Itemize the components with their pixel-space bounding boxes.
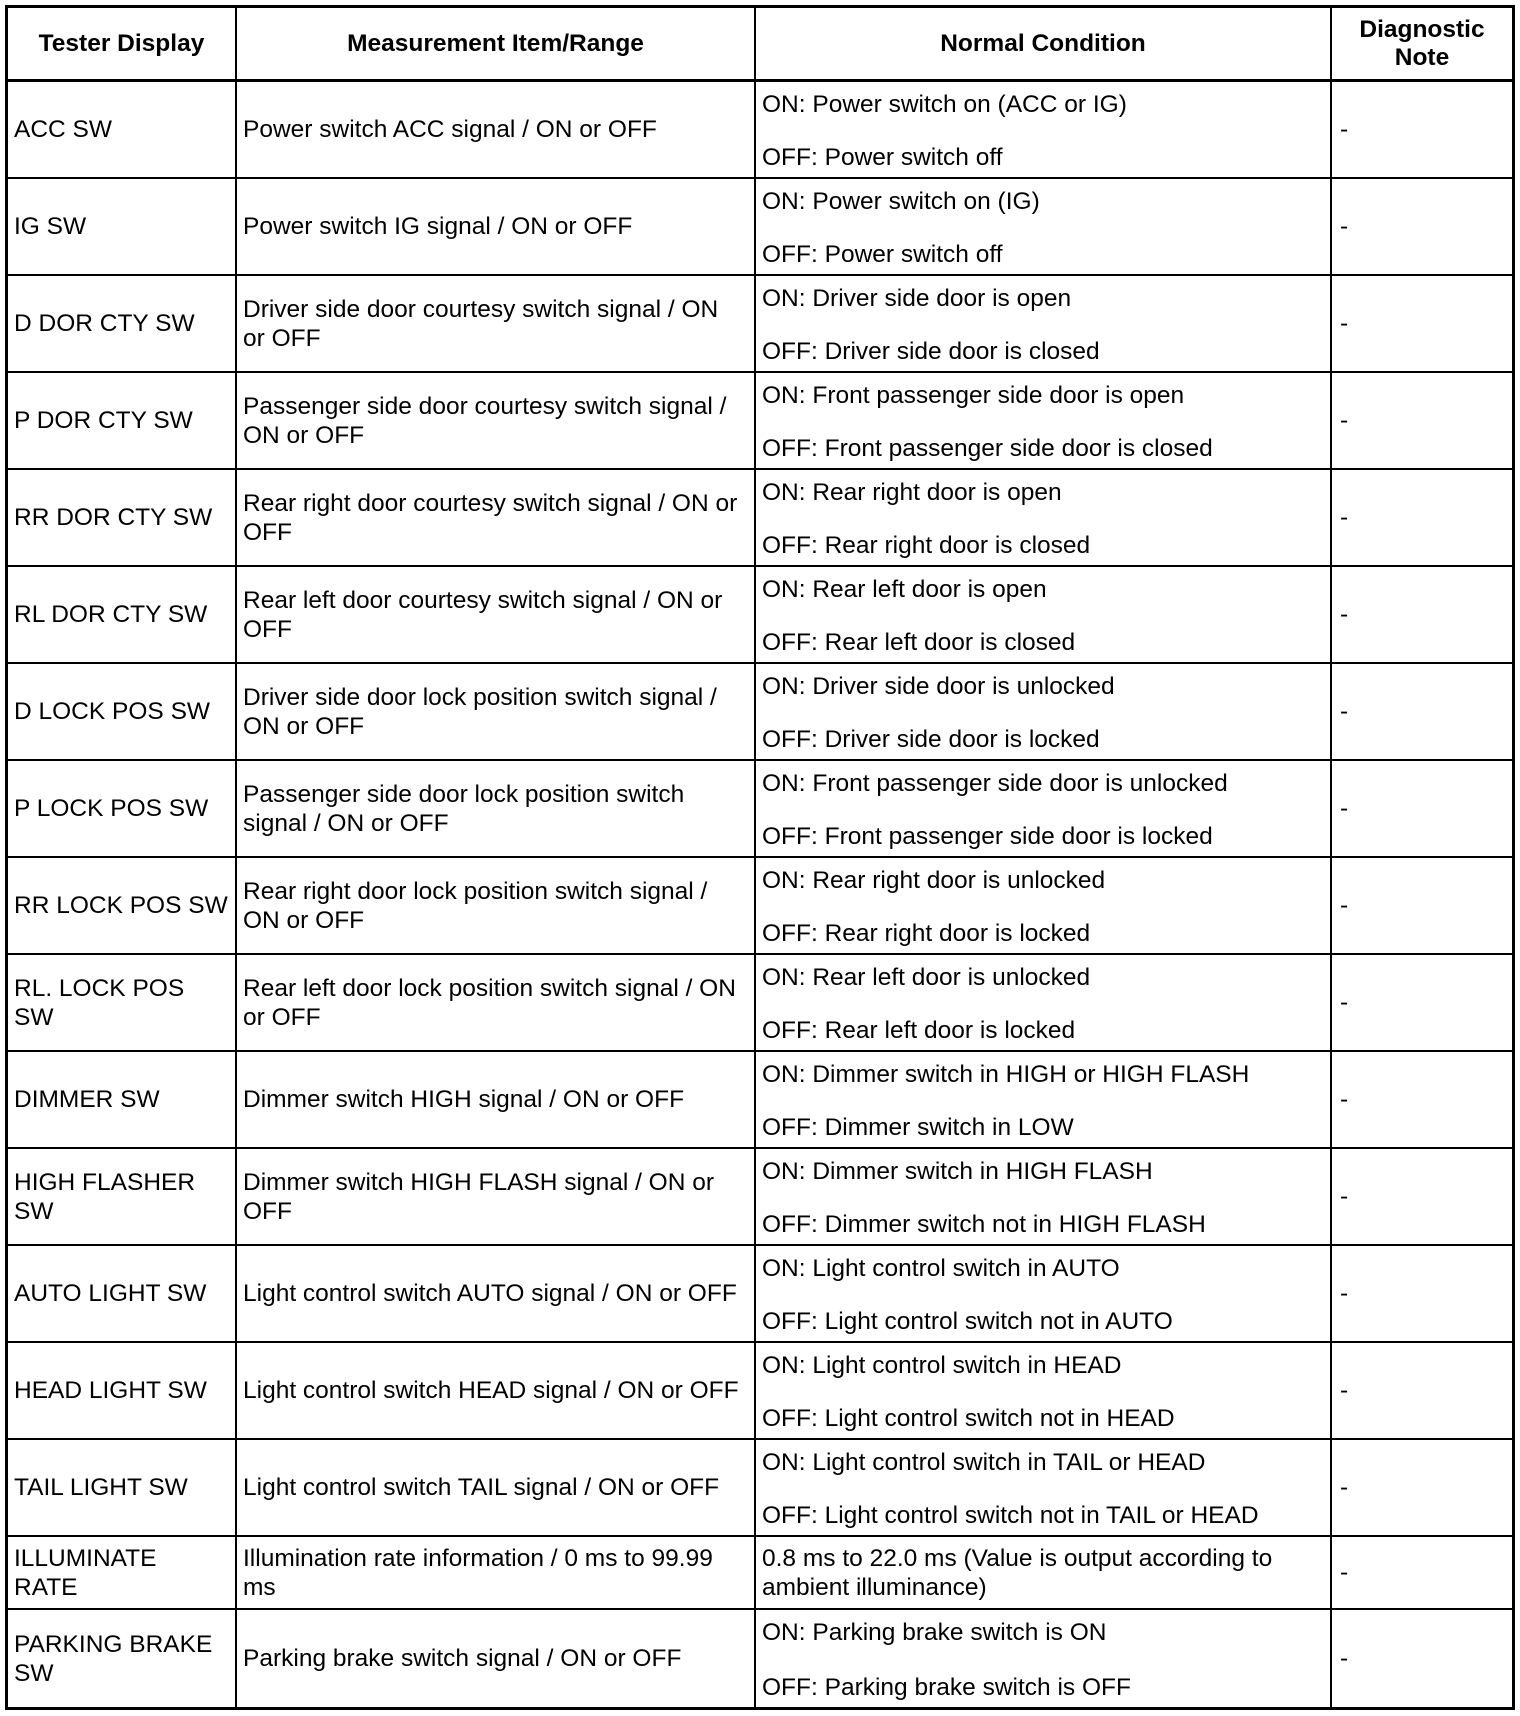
cell-normal-condition <box>756 179 1332 274</box>
header-tester-display <box>8 8 237 79</box>
cell-normal-condition <box>756 858 1332 953</box>
measurement-text: ON or OFF <box>243 712 365 740</box>
normal-on-text: ON: Power switch on (IG) <box>762 188 1040 215</box>
normal-on-text: ON: Rear right door is unlocked <box>762 867 1106 894</box>
cell-measurement <box>237 955 756 1050</box>
normal-on-text: ON: Power switch on (ACC or IG) <box>762 91 1127 118</box>
cell-measurement <box>237 82 756 177</box>
cell-tester-display <box>8 82 237 177</box>
header-measurement-text: Measurement Item/Range <box>347 29 644 57</box>
measurement-text: Power switch IG signal / ON or OFF <box>243 213 633 240</box>
diagnostic-note-text: - <box>1340 795 1349 822</box>
normal-on-text: ON: Rear left door is unlocked <box>762 964 1091 991</box>
cell-normal-condition <box>756 1052 1332 1147</box>
normal-off-text: OFF: Front passenger side door is closed <box>762 435 1213 462</box>
cell-measurement <box>237 1246 756 1341</box>
measurement-text: Passenger side door courtesy switch signal / <box>243 392 727 420</box>
measurement-text: Passenger side door lock position switch <box>243 780 685 808</box>
tester-display-text: HIGH FLASHER <box>14 1168 196 1196</box>
cell-diagnostic-note <box>1332 373 1512 468</box>
diagnostic-note-text: - <box>1340 989 1349 1016</box>
cell-diagnostic-note <box>1332 761 1512 856</box>
tester-display-text: D LOCK POS SW <box>14 698 211 725</box>
measurement-text: Rear right door courtesy switch signal / ON or <box>243 489 738 517</box>
diagnostic-note-text: - <box>1340 1645 1349 1672</box>
row-d-lock-pos-sw <box>8 664 1512 761</box>
cell-measurement <box>237 1052 756 1147</box>
tester-display-text: RATE <box>14 1573 78 1601</box>
row-p-dor-cty-sw <box>8 373 1512 470</box>
normal-off-text: OFF: Parking brake switch is OFF <box>762 1674 1131 1701</box>
cell-measurement <box>237 1610 756 1707</box>
cell-normal-condition <box>756 761 1332 856</box>
normal-on-text: ON: Light control switch in HEAD <box>762 1352 1122 1379</box>
row-tail-light-sw <box>8 1440 1512 1537</box>
diagnostic-note-text: - <box>1340 116 1349 143</box>
tester-display-text: RR LOCK POS SW <box>14 892 228 919</box>
row-rl-lock-pos-sw <box>8 955 1512 1052</box>
diagnostic-note-text: - <box>1340 504 1349 531</box>
cell-diagnostic-note <box>1332 1537 1512 1608</box>
cell-normal-condition <box>756 470 1332 565</box>
measurement-text: signal / ON or OFF <box>243 809 449 837</box>
normal-off-text: OFF: Light control switch not in TAIL or HEAD <box>762 1502 1259 1529</box>
header-diagnostic-note-text: Note <box>1394 43 1450 71</box>
tester-display-text: P LOCK POS SW <box>14 795 209 822</box>
measurement-text: ms <box>243 1573 276 1601</box>
normal-off-text: OFF: Dimmer switch not in HIGH FLASH <box>762 1211 1206 1238</box>
measurement-text: Driver side door courtesy switch signal / ON <box>243 295 719 323</box>
cell-tester-display <box>8 1537 237 1608</box>
measurement-text: ON or OFF <box>243 906 365 934</box>
normal-off-text: OFF: Rear left door is closed <box>762 629 1076 656</box>
cell-diagnostic-note <box>1332 955 1512 1050</box>
tester-display-text: DIMMER SW <box>14 1086 160 1113</box>
tester-display-text: RL. LOCK POS <box>14 974 185 1002</box>
tester-display-text: AUTO LIGHT SW <box>14 1280 207 1307</box>
measurement-text: or OFF <box>243 324 321 352</box>
cell-normal-condition <box>756 82 1332 177</box>
diagnostic-note-text: - <box>1340 698 1349 725</box>
cell-normal-condition <box>756 276 1332 371</box>
tester-display-text: SW <box>14 1659 54 1687</box>
cell-measurement <box>237 276 756 371</box>
measurement-text: Power switch ACC signal / ON or OFF <box>243 116 657 143</box>
normal-condition-text: ambient illuminance) <box>762 1573 987 1601</box>
normal-on-text: ON: Rear right door is open <box>762 479 1062 506</box>
diagnostic-note-text: - <box>1340 1280 1349 1307</box>
cell-diagnostic-note <box>1332 1246 1512 1341</box>
diagnostic-note-text: - <box>1340 310 1349 337</box>
normal-on-text: ON: Driver side door is unlocked <box>762 673 1115 700</box>
cell-measurement <box>237 1440 756 1535</box>
measurement-text: Light control switch HEAD signal / ON or OFF <box>243 1377 739 1404</box>
cell-normal-condition <box>756 955 1332 1050</box>
measurement-text: Parking brake switch signal / ON or OFF <box>243 1645 682 1672</box>
header-normal-condition <box>756 8 1332 79</box>
cell-diagnostic-note <box>1332 1610 1512 1707</box>
tester-display-text: P DOR CTY SW <box>14 407 193 434</box>
row-p-lock-pos-sw <box>8 761 1512 858</box>
cell-tester-display <box>8 955 237 1050</box>
measurement-text: Dimmer switch HIGH FLASH signal / ON or <box>243 1168 715 1196</box>
cell-measurement <box>237 1537 756 1608</box>
measurement-text: Illumination rate information / 0 ms to 99.99 <box>243 1544 713 1572</box>
tester-display-text: SW <box>14 1003 54 1031</box>
diagnostic-note-text: - <box>1340 213 1349 240</box>
cell-measurement <box>237 1149 756 1244</box>
cell-measurement <box>237 179 756 274</box>
cell-tester-display <box>8 761 237 856</box>
cell-diagnostic-note <box>1332 470 1512 565</box>
cell-diagnostic-note <box>1332 1343 1512 1438</box>
measurement-text: or OFF <box>243 1003 321 1031</box>
cell-tester-display <box>8 1440 237 1535</box>
cell-diagnostic-note <box>1332 858 1512 953</box>
normal-on-text: ON: Front passenger side door is open <box>762 382 1185 409</box>
cell-measurement <box>237 470 756 565</box>
cell-tester-display <box>8 276 237 371</box>
measurement-text: Light control switch TAIL signal / ON or OFF <box>243 1474 720 1501</box>
cell-normal-condition <box>756 373 1332 468</box>
normal-on-text: ON: Dimmer switch in HIGH FLASH <box>762 1158 1153 1185</box>
row-rr-lock-pos-sw <box>8 858 1512 955</box>
tester-display-text: RL DOR CTY SW <box>14 601 208 628</box>
row-head-light-sw <box>8 1343 1512 1440</box>
header-measurement <box>237 8 756 79</box>
cell-normal-condition <box>756 1343 1332 1438</box>
cell-measurement <box>237 664 756 759</box>
measurement-text: OFF <box>243 615 292 643</box>
cell-tester-display <box>8 1610 237 1707</box>
cell-tester-display <box>8 179 237 274</box>
measurement-text: OFF <box>243 518 292 546</box>
cell-tester-display <box>8 664 237 759</box>
diagnostic-note-text: - <box>1340 1559 1349 1586</box>
tester-display-text: HEAD LIGHT SW <box>14 1377 207 1404</box>
cell-tester-display <box>8 567 237 662</box>
normal-on-text: ON: Light control switch in AUTO <box>762 1255 1120 1282</box>
normal-off-text: OFF: Front passenger side door is locked <box>762 823 1213 850</box>
tester-display-text: RR DOR CTY SW <box>14 504 213 531</box>
cell-measurement <box>237 1343 756 1438</box>
cell-diagnostic-note <box>1332 179 1512 274</box>
data-list-table <box>5 5 1515 1710</box>
normal-condition-text: 0.8 ms to 22.0 ms (Value is output according to <box>762 1544 1273 1572</box>
cell-measurement <box>237 567 756 662</box>
cell-diagnostic-note <box>1332 567 1512 662</box>
diagnostic-note-text: - <box>1340 892 1349 919</box>
cell-measurement <box>237 858 756 953</box>
row-dimmer-sw <box>8 1052 1512 1149</box>
tester-display-text: SW <box>14 1197 54 1225</box>
measurement-text: ON or OFF <box>243 421 365 449</box>
normal-off-text: OFF: Power switch off <box>762 241 1003 268</box>
tester-display-text: IG SW <box>14 213 87 240</box>
tester-display-text: PARKING BRAKE <box>14 1630 213 1658</box>
cell-tester-display <box>8 470 237 565</box>
cell-tester-display <box>8 1149 237 1244</box>
normal-off-text: OFF: Light control switch not in AUTO <box>762 1308 1173 1335</box>
measurement-text: Light control switch AUTO signal / ON or OFF <box>243 1280 737 1307</box>
header-tester-display-text: Tester Display <box>38 29 205 57</box>
tester-display-text: D DOR CTY SW <box>14 310 195 337</box>
cell-tester-display <box>8 858 237 953</box>
normal-on-text: ON: Light control switch in TAIL or HEAD <box>762 1449 1206 1476</box>
header-diagnostic-note-text: Diagnostic <box>1359 15 1485 43</box>
header-diagnostic-note <box>1332 8 1512 79</box>
measurement-text: Rear right door lock position switch signal / <box>243 877 708 905</box>
cell-normal-condition <box>756 1149 1332 1244</box>
normal-off-text: OFF: Rear right door is locked <box>762 920 1091 947</box>
tester-display-text: ACC SW <box>14 116 112 143</box>
normal-off-text: OFF: Rear right door is closed <box>762 532 1091 559</box>
normal-off-text: OFF: Driver side door is closed <box>762 338 1100 365</box>
cell-normal-condition <box>756 1246 1332 1341</box>
measurement-text: Driver side door lock position switch signal / <box>243 683 717 711</box>
measurement-text: Dimmer switch HIGH signal / ON or OFF <box>243 1086 685 1113</box>
normal-on-text: ON: Rear left door is open <box>762 576 1047 603</box>
diagnostic-note-text: - <box>1340 1183 1349 1210</box>
tester-display-text: TAIL LIGHT SW <box>14 1474 188 1501</box>
normal-on-text: ON: Dimmer switch in HIGH or HIGH FLASH <box>762 1061 1250 1088</box>
normal-off-text: OFF: Dimmer switch in LOW <box>762 1114 1074 1141</box>
cell-tester-display <box>8 373 237 468</box>
measurement-text: Rear left door lock position switch signal / ON <box>243 974 736 1002</box>
diagnostic-note-text: - <box>1340 1474 1349 1501</box>
cell-normal-condition <box>756 664 1332 759</box>
row-rl-dor-cty-sw <box>8 567 1512 664</box>
cell-diagnostic-note <box>1332 276 1512 371</box>
diagnostic-note-text: - <box>1340 1377 1349 1404</box>
header-normal-condition-text: Normal Condition <box>940 29 1146 57</box>
cell-measurement <box>237 373 756 468</box>
measurement-text: OFF <box>243 1197 292 1225</box>
table-header-row <box>8 8 1512 82</box>
tester-display-text: ILLUMINATE <box>14 1544 157 1572</box>
row-ig-sw <box>8 179 1512 276</box>
normal-on-text: ON: Front passenger side door is unlocked <box>762 770 1228 797</box>
cell-measurement <box>237 761 756 856</box>
cell-diagnostic-note <box>1332 1440 1512 1535</box>
cell-normal-condition <box>756 1610 1332 1707</box>
cell-normal-condition <box>756 567 1332 662</box>
diagnostic-note-text: - <box>1340 601 1349 628</box>
row-illuminate-rate <box>8 1537 1512 1610</box>
row-d-dor-cty-sw <box>8 276 1512 373</box>
cell-tester-display <box>8 1246 237 1341</box>
normal-off-text: OFF: Light control switch not in HEAD <box>762 1405 1175 1432</box>
normal-on-text: ON: Parking brake switch is ON <box>762 1619 1107 1646</box>
normal-off-text: OFF: Rear left door is locked <box>762 1017 1076 1044</box>
cell-diagnostic-note <box>1332 1149 1512 1244</box>
row-high-flasher-sw <box>8 1149 1512 1246</box>
cell-tester-display <box>8 1052 237 1147</box>
diagnostic-note-text: - <box>1340 1086 1349 1113</box>
cell-normal-condition <box>756 1537 1332 1608</box>
measurement-text: Rear left door courtesy switch signal / ON or <box>243 586 723 614</box>
normal-off-text: OFF: Driver side door is locked <box>762 726 1100 753</box>
cell-tester-display <box>8 1343 237 1438</box>
cell-diagnostic-note <box>1332 82 1512 177</box>
diagnostic-note-text: - <box>1340 407 1349 434</box>
row-rr-dor-cty-sw <box>8 470 1512 567</box>
cell-normal-condition <box>756 1440 1332 1535</box>
normal-off-text: OFF: Power switch off <box>762 144 1003 171</box>
row-acc-sw <box>8 82 1512 179</box>
row-parking-brake-sw <box>8 1610 1512 1707</box>
row-auto-light-sw <box>8 1246 1512 1343</box>
normal-on-text: ON: Driver side door is open <box>762 285 1072 312</box>
cell-diagnostic-note <box>1332 1052 1512 1147</box>
cell-diagnostic-note <box>1332 664 1512 759</box>
